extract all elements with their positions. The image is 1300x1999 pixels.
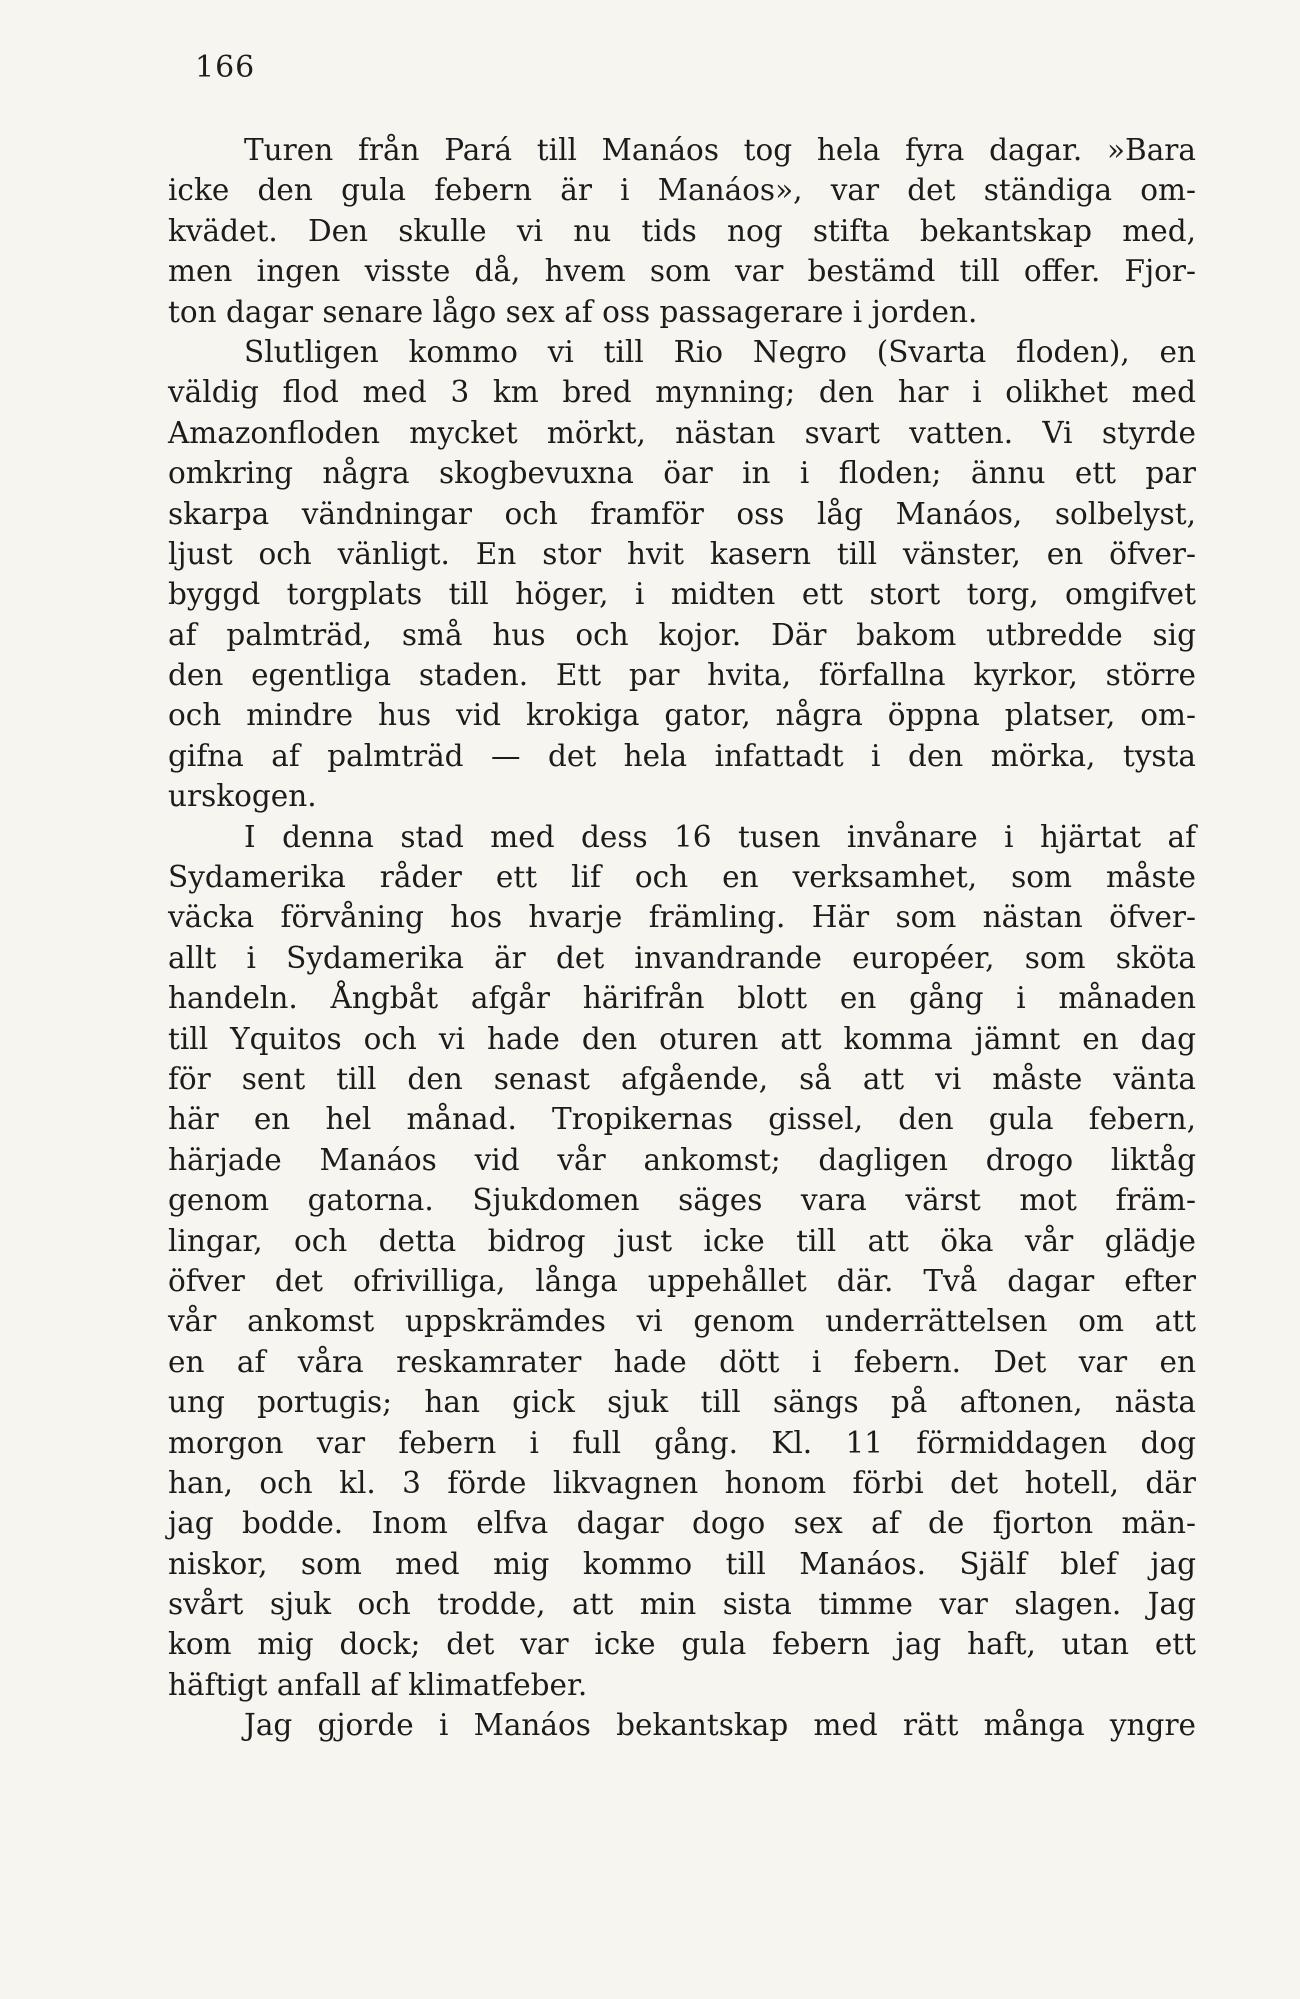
text-line: kvädet. Den skulle vi nu tids nog stifta bekantskap med, bbox=[168, 213, 1196, 248]
text-line: ljust och vänligt. En stor hvit kasern till vänster, en öfver- bbox=[168, 536, 1196, 571]
text-line: allt i Sydamerika är det invandrande européer, som sköta bbox=[168, 940, 1196, 975]
text-line: till Yquitos och vi hade den oturen att komma jämnt en dag bbox=[168, 1021, 1196, 1056]
text-line: I denna stad med dess 16 tusen invånare i hjärtat af bbox=[244, 819, 1196, 854]
text-line: Jag gjorde i Manáos bekantskap med rätt många yngre bbox=[244, 1708, 1196, 1743]
text-line: väcka förvåning hos hvarje främling. Här som nästan öfver- bbox=[168, 900, 1196, 935]
page-number: 166 bbox=[195, 50, 256, 85]
text-line: för sent till den senast afgående, så att vi måste vänta bbox=[168, 1061, 1196, 1096]
text-line: lingar, och detta bidrog just icke till att öka vår glädje bbox=[168, 1223, 1196, 1258]
text-line: han, och kl. 3 förde likvagnen honom förbi det hotell, där bbox=[168, 1465, 1196, 1500]
text-line: niskor, som med mig kommo till Manáos. Själf blef jag bbox=[168, 1546, 1196, 1581]
text-line: här en hel månad. Tropikernas gissel, den gula febern, bbox=[168, 1102, 1196, 1137]
text-line: men ingen visste då, hvem som var bestämd till offer. Fjor- bbox=[168, 254, 1196, 289]
text-line: morgon var febern i full gång. Kl. 11 förmiddagen dog bbox=[168, 1425, 1196, 1460]
text-line: urskogen. bbox=[168, 779, 317, 814]
text-line: öfver det ofrivilliga, långa uppehållet där. Två dagar efter bbox=[168, 1263, 1196, 1298]
text-line: skarpa vändningar och framför oss låg Manáos, solbelyst, bbox=[168, 496, 1196, 531]
text-line: byggd torgplats till höger, i midten ett stort torg, omgifvet bbox=[168, 577, 1196, 612]
text-line: icke den gula febern är i Manáos», var det ständiga om- bbox=[168, 173, 1196, 208]
text-line: och mindre hus vid krokiga gator, några öppna platser, om- bbox=[168, 698, 1196, 733]
text-line: handeln. Ångbåt afgår härifrån blott en gång i månaden bbox=[168, 981, 1196, 1016]
text-line: ung portugis; han gick sjuk till sängs på aftonen, nästa bbox=[168, 1385, 1196, 1420]
text-line: en af våra reskamrater hade dött i febern. Det var en bbox=[168, 1344, 1196, 1379]
text-line: Slutligen kommo vi till Rio Negro (Svarta floden), en bbox=[244, 334, 1196, 369]
text-line: väldig flod med 3 km bred mynning; den har i olikhet med bbox=[168, 375, 1196, 410]
text-line: Sydamerika råder ett lif och en verksamhet, som måste bbox=[168, 860, 1196, 895]
text-line: af palmträd, små hus och kojor. Där bakom utbredde sig bbox=[168, 617, 1196, 652]
text-line: kom mig dock; det var icke gula febern jag haft, utan ett bbox=[168, 1627, 1196, 1662]
text-line: ton dagar senare lågo sex af oss passagerare i jorden. bbox=[168, 294, 978, 329]
text-line: härjade Manáos vid vår ankomst; dagligen drogo liktåg bbox=[168, 1142, 1196, 1177]
text-line: vår ankomst uppskrämdes vi genom underrättelsen om att bbox=[168, 1304, 1196, 1339]
text-line: Turen från Pará till Manáos tog hela fyra dagar. »Bara bbox=[244, 133, 1196, 167]
text-line: den egentliga staden. Ett par hvita, förfallna kyrkor, större bbox=[168, 658, 1196, 693]
body-text bbox=[168, 130, 1196, 1746]
text-line: häftigt anfall af klimatfeber. bbox=[168, 1667, 588, 1702]
text-line: Amazonfloden mycket mörkt, nästan svart vatten. Vi styrde bbox=[168, 415, 1196, 450]
text-line: genom gatorna. Sjukdomen säges vara värst mot främ- bbox=[168, 1183, 1196, 1218]
text-line: jag bodde. Inom elfva dagar dogo sex af de fjorton män- bbox=[168, 1506, 1196, 1541]
text-line: svårt sjuk och trodde, att min sista timme var slagen. Jag bbox=[168, 1587, 1196, 1622]
text-line: omkring några skogbevuxna öar in i floden; ännu ett par bbox=[168, 456, 1196, 491]
text-line: gifna af palmträd — det hela infattadt i den mörka, tysta bbox=[168, 738, 1196, 773]
